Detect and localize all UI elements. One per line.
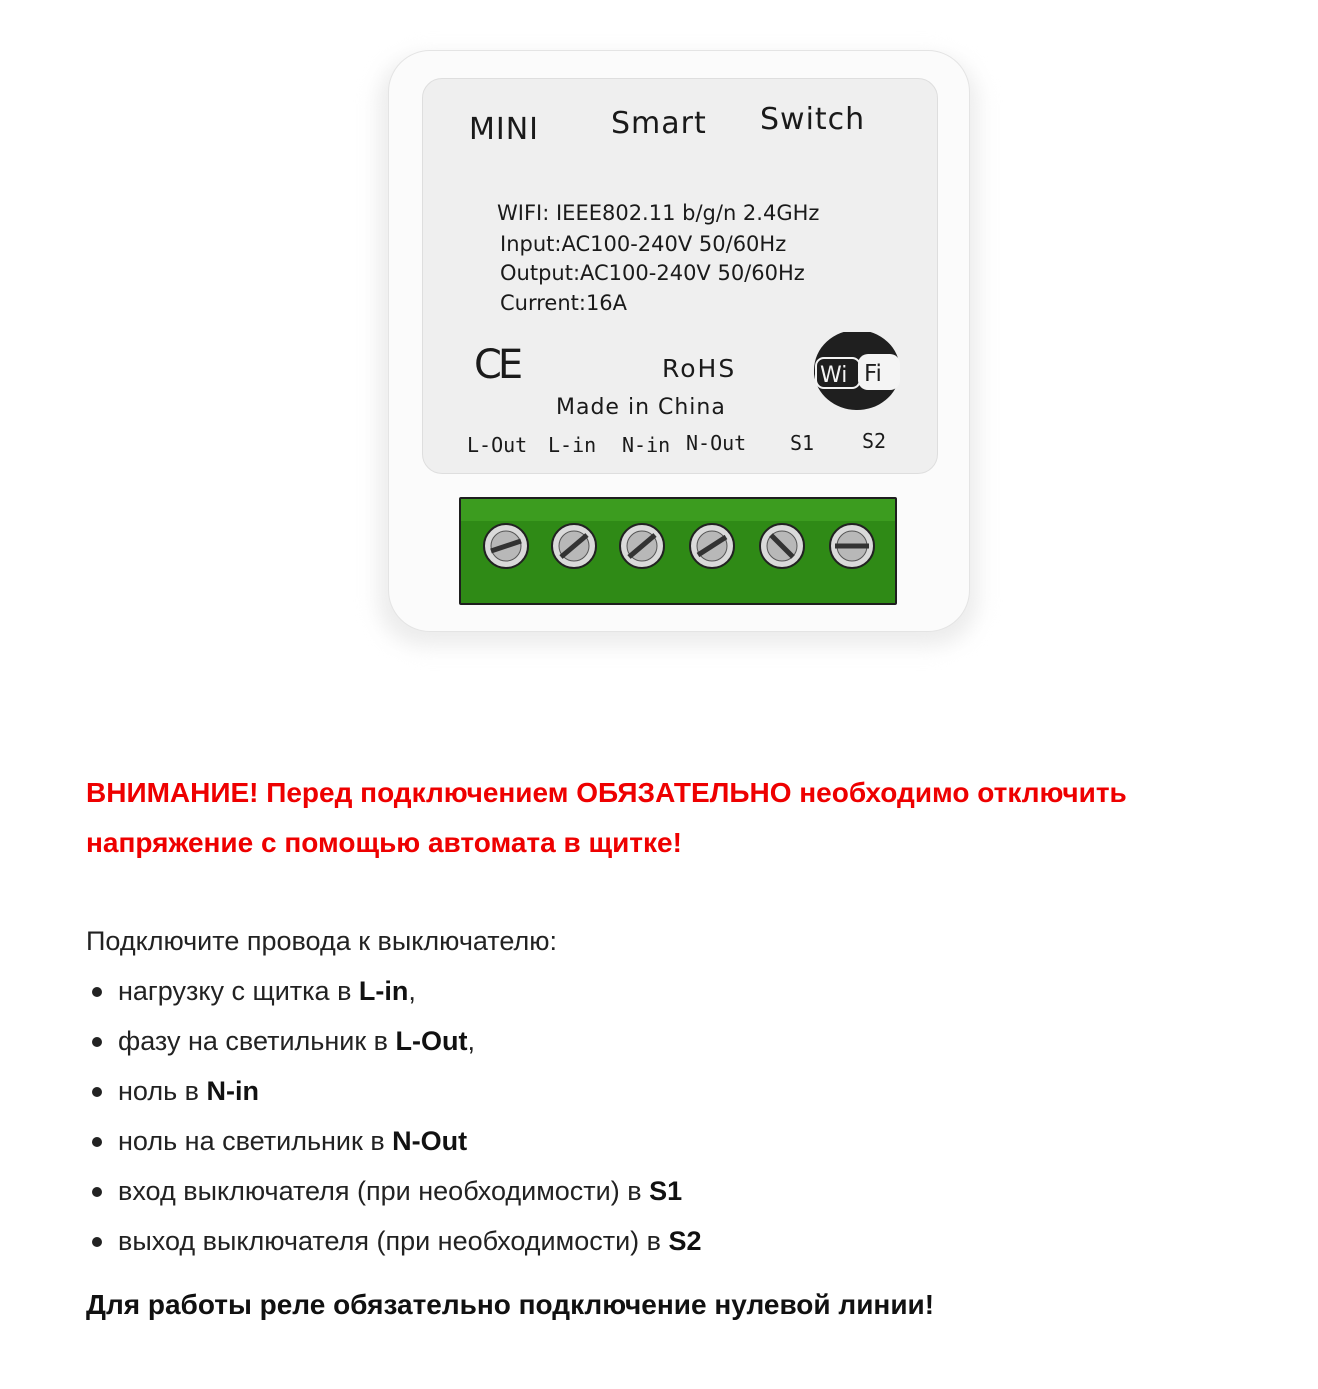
list-item [86,1216,702,1266]
neutral-line-note: Для работы реле обязательно подключение нулевой линии! [86,1289,935,1320]
step-terminal: N-Out [392,1126,468,1156]
terminal-label-l-out: L-Out [467,433,528,457]
terminal-label-n-out: N-Out [686,431,747,455]
list-item [86,966,702,1016]
bullet-icon [92,1187,102,1197]
intro-text: Подключите провода к выключателю: [86,926,557,956]
step-text: ноль в [118,1076,207,1106]
wifi-logo-right-text: Fi [864,361,882,387]
step-text: вход выключателя (при необходимости) в [118,1176,650,1206]
screw-icon [481,521,531,571]
step-text: фазу на светильник в [118,1026,396,1056]
step-suffix: , [467,1026,476,1056]
device-spec-output: Output:AC100-240V 50/60Hz [500,261,805,285]
made-in-china: Made in China [556,395,726,420]
bullet-icon [92,1087,102,1097]
terminal-label-n-in: N-in [622,433,671,457]
step-text: ноль на светильник в [118,1126,393,1156]
wiring-steps-list [86,966,702,1266]
rohs-mark: RoHS [662,354,737,383]
step-terminal: N-in [206,1076,259,1106]
device-spec-wifi: WIFI: IEEE802.11 b/g/n 2.4GHz [497,201,820,225]
terminal-block-top [461,499,895,521]
bullet-icon [92,987,102,997]
step-terminal: S2 [668,1226,702,1256]
step-text: нагрузку с щитка в [118,976,359,1006]
list-item [86,1116,702,1166]
screw-icon [617,521,667,571]
ce-mark: CE [474,342,520,388]
warning-text: ВНИМАНИЕ! Перед подключением ОБЯЗАТЕЛЬНО необходимо отключить напряжение с помощью автомата в щитке! [86,777,1127,858]
device-spec-current: Current:16A [500,291,628,315]
device-title-smart: Smart [611,106,707,141]
wifi-logo-icon [806,332,908,412]
terminal-label-s1: S1 [790,431,815,455]
list-item [86,1066,702,1116]
device-spec-input: Input:AC100-240V 50/60Hz [500,232,787,256]
step-terminal: S1 [649,1176,683,1206]
device-title-mini: MINI [469,112,540,147]
screw-icon [549,521,599,571]
bullet-icon [92,1037,102,1047]
screw-icon [757,521,807,571]
list-item [86,1166,702,1216]
terminal-block [459,497,897,605]
step-text: выход выключателя (при необходимости) в [118,1226,669,1256]
terminal-label-l-in: L-in [548,433,597,457]
terminal-label-s2: S2 [862,429,887,453]
list-item [86,1016,702,1066]
bullet-icon [92,1237,102,1247]
wifi-logo-left-text: Wi [820,363,848,388]
step-terminal: L-in [358,976,409,1006]
bullet-icon [92,1137,102,1147]
device-title-switch: Switch [760,102,866,137]
screw-icon [687,521,737,571]
screw-icon [827,521,877,571]
step-suffix: , [408,976,416,1006]
step-terminal: L-Out [395,1026,468,1056]
